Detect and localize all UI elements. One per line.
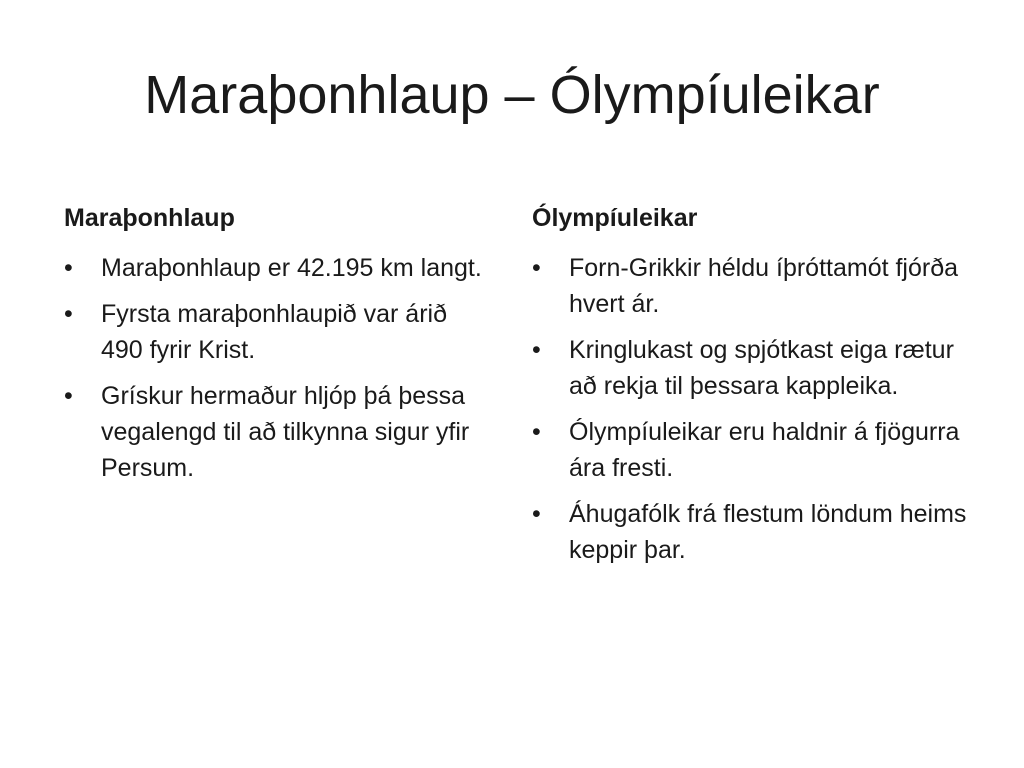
list-item — [64, 378, 484, 486]
left-bullet-list — [64, 250, 484, 486]
bullet-text: Grískur hermaður hljóp þá þessa vegalengd til að tilkynna sigur yfir Persum. — [101, 382, 470, 482]
bullet-icon: • — [64, 300, 73, 328]
right-bullet-list — [532, 250, 972, 568]
bullet-text: Forn-Grikkir héldu íþróttamót fjórða hvert ár. — [569, 254, 959, 318]
right-column — [532, 200, 972, 578]
left-column-heading: Maraþonhlaup — [64, 204, 235, 232]
bullet-icon: • — [532, 336, 541, 364]
bullet-text: Maraþonhlaup er 42.195 km langt. — [101, 254, 482, 282]
slide-title: Maraþonhlaup – Ólympíuleikar — [144, 65, 880, 125]
right-column-heading: Ólympíuleikar — [532, 204, 698, 232]
list-item — [532, 414, 972, 486]
bullet-icon: • — [64, 254, 73, 282]
bullet-icon: • — [532, 418, 541, 446]
bullet-icon: • — [64, 382, 73, 410]
bullet-text: Áhugafólk frá flestum löndum heims keppir þar. — [569, 500, 967, 564]
bullet-icon: • — [532, 500, 541, 528]
left-column — [64, 200, 484, 496]
bullet-text: Fyrsta maraþonhlaupið var árið 490 fyrir Krist. — [101, 300, 447, 364]
list-item — [64, 250, 484, 286]
bullet-text: Kringlukast og spjótkast eiga rætur að rekja til þessara kappleika. — [569, 336, 954, 400]
bullet-text: Ólympíuleikar eru haldnir á fjögurra ára fresti. — [569, 418, 960, 482]
bullet-icon: • — [532, 254, 541, 282]
list-item — [532, 332, 972, 404]
list-item — [532, 496, 972, 568]
list-item — [64, 296, 484, 368]
list-item — [532, 250, 972, 322]
